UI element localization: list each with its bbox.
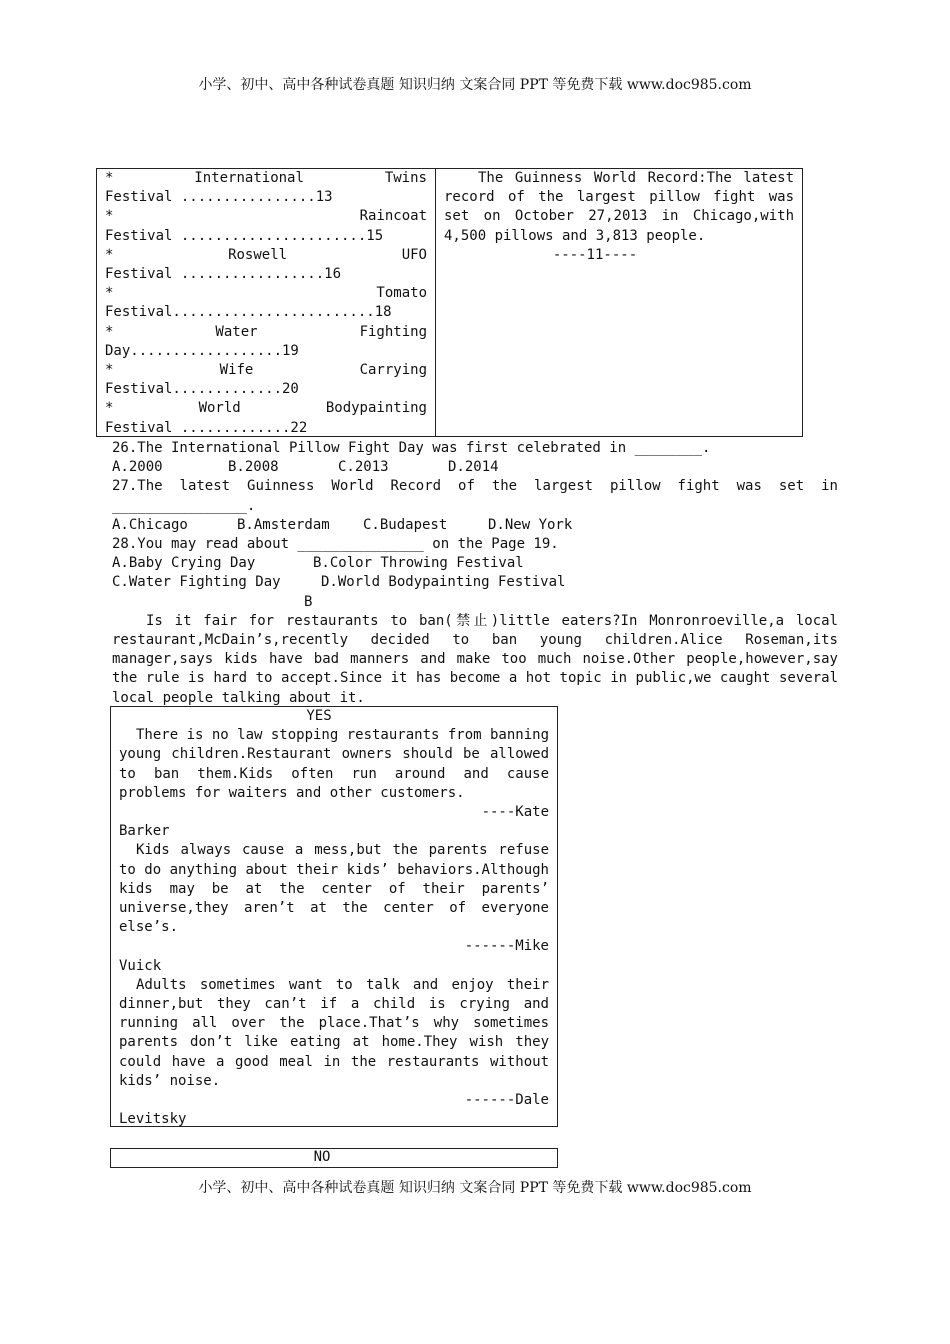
star-icon: * bbox=[105, 285, 114, 302]
opinion-signature-surname: Vuick bbox=[119, 957, 162, 974]
star-icon: * bbox=[105, 362, 114, 379]
questions bbox=[112, 439, 838, 708]
record-text: The Guinness World Record:The latest record of the largest pillow fight was set on October 27,2013 in Chicago,with 4,500 pillows and 3,813 people. bbox=[444, 170, 794, 244]
q27-option-d: D.New York bbox=[488, 516, 573, 533]
q26-option-b: B.2008 bbox=[228, 459, 279, 476]
opinion-signature-surname: Barker bbox=[119, 823, 170, 840]
contents-item-word: Roswell bbox=[228, 246, 288, 263]
q27-word: largest bbox=[534, 478, 594, 495]
contents-item-word: World bbox=[198, 400, 241, 417]
contents-item-line2: Festival........................18 bbox=[105, 304, 392, 321]
contents-item-line2: Festival.............20 bbox=[105, 381, 299, 398]
q26-option-d: D.2014 bbox=[448, 459, 499, 476]
page-header: 小学、初中、高中各种试卷真题 知识归纳 文案合同 PPT 等免费下载 www.doc985.com bbox=[198, 77, 752, 93]
contents-item-line1 bbox=[105, 284, 427, 303]
q26-options bbox=[112, 458, 838, 477]
opinion-signature: ------Mike bbox=[464, 938, 549, 955]
opinion-signature-surname: Levitsky bbox=[119, 1111, 187, 1127]
page-footer: 小学、初中、高中各种试卷真题 知识归纳 文案合同 PPT 等免费下载 www.doc985.com bbox=[198, 1180, 752, 1196]
q27-word: pillow bbox=[610, 478, 661, 495]
contents-item-word: Tomato bbox=[376, 285, 427, 302]
contents-item-word: Water bbox=[215, 323, 258, 340]
q28-option-d: D.World Bodypainting Festival bbox=[321, 574, 566, 591]
section-b-intro: Is it fair for restaurants to ban(禁止)little eaters?In Monronroeville,a local restaurant,McDain’s,recently decided to ban young children.Alice Roseman,its manager,says kids have bad manners and make too much noise.Other people,however,say the rule is hard to accept.Since it has become a hot topic in public,we caught several local people talking about it. bbox=[112, 612, 838, 706]
opinion-signature: ------Dale bbox=[464, 1092, 549, 1109]
record-box bbox=[435, 168, 803, 437]
contents-item-line1 bbox=[105, 169, 427, 188]
contents-item-line1 bbox=[105, 361, 427, 380]
star-icon: * bbox=[105, 208, 114, 225]
contents-item-word: Fighting bbox=[359, 323, 427, 340]
q27-stem bbox=[112, 477, 838, 496]
q28-options-row1 bbox=[112, 554, 838, 573]
contents-item-word: Wife bbox=[219, 362, 254, 379]
opinion-text: There is no law stopping restaurants from banning young children.Restaurant owners should be allowed to ban them.Kids often run around and cause problems for waiters and other customers. bbox=[119, 727, 550, 801]
q27-word: of bbox=[458, 478, 475, 495]
yes-title: YES bbox=[306, 708, 332, 724]
contents-item-word: International bbox=[194, 170, 304, 186]
contents-item-line2: Festival .................16 bbox=[105, 266, 342, 283]
star-icon: * bbox=[105, 400, 114, 417]
q26-stem: 26.The International Pillow Fight Day was first celebrated in ________. bbox=[112, 440, 711, 456]
contents-item-word: UFO bbox=[401, 246, 427, 263]
no-title: NO bbox=[313, 1149, 331, 1165]
q28-option-c: C.Water Fighting Day bbox=[112, 574, 281, 591]
contents-item-line2: Festival ......................15 bbox=[105, 227, 384, 244]
star-icon: * bbox=[105, 246, 114, 263]
q27-word: 27.The bbox=[112, 478, 163, 495]
opinions-list bbox=[119, 726, 549, 1127]
yes-box bbox=[110, 706, 558, 1127]
contents-list bbox=[105, 169, 427, 438]
contents-item-word: Twins bbox=[384, 170, 427, 186]
q27-word: latest bbox=[179, 478, 231, 495]
contents-item-line1 bbox=[105, 207, 427, 226]
q27-word: Guinness bbox=[247, 478, 315, 495]
q27-word: Record bbox=[390, 478, 442, 495]
q28-stem: 28.You may read about _______________ on the Page 19. bbox=[112, 536, 559, 553]
opinion-text: Adults sometimes want to talk and enjoy their dinner,but they can’t if a child is crying and running all over the place.That’s why sometimes parents don’t like eating at home.They wish they could have a good meal in the restaurants without kids’ noise. bbox=[119, 976, 549, 1089]
q27-word: World bbox=[331, 478, 374, 495]
contents-box bbox=[96, 168, 436, 437]
no-box bbox=[110, 1148, 558, 1168]
contents-item-word: Carrying bbox=[359, 362, 427, 379]
q26-option-c: C.2013 bbox=[338, 459, 389, 476]
opinion-signature: ----Kate bbox=[481, 804, 549, 821]
q28-option-a: A.Baby Crying Day bbox=[112, 555, 256, 572]
opinion-text: Kids always cause a mess,but the parents refuse to do anything about their kids’ behaviors.Although kids may be at the center of their parents’ universe,they aren’t at the center of everyone else’s. bbox=[119, 842, 549, 936]
contents-item-word: Bodypainting bbox=[325, 400, 427, 417]
contents-item-line2: Festival .............22 bbox=[105, 419, 308, 436]
contents-item-line2: Day..................19 bbox=[105, 342, 299, 359]
contents-item-line2: Festival ................13 bbox=[105, 189, 333, 206]
star-icon: * bbox=[105, 323, 114, 340]
q26-option-a: A.2000 bbox=[112, 459, 163, 476]
contents-item-line1 bbox=[105, 323, 427, 342]
section-b-label: B bbox=[304, 593, 313, 610]
q27-word: in bbox=[821, 478, 838, 495]
q27-word: the bbox=[491, 478, 518, 495]
q27-option-a: A.Chicago bbox=[112, 516, 188, 533]
contents-item-word: Raincoat bbox=[359, 208, 427, 225]
q27-option-c: C.Budapest bbox=[363, 516, 448, 533]
contents-item-line1 bbox=[105, 399, 427, 418]
q28-option-b: B.Color Throwing Festival bbox=[313, 555, 524, 572]
record-page: ----11---- bbox=[552, 246, 638, 263]
q27-options bbox=[112, 516, 838, 535]
q27-word: fight bbox=[677, 478, 720, 495]
q28-options-row2 bbox=[112, 573, 838, 592]
q27-word: was bbox=[736, 478, 762, 495]
contents-item-line1 bbox=[105, 246, 427, 265]
q27-word: set bbox=[778, 478, 805, 495]
q27-option-b: B.Amsterdam bbox=[237, 516, 330, 533]
star-icon: * bbox=[105, 170, 114, 186]
q27-blank: ________________. bbox=[112, 497, 256, 514]
